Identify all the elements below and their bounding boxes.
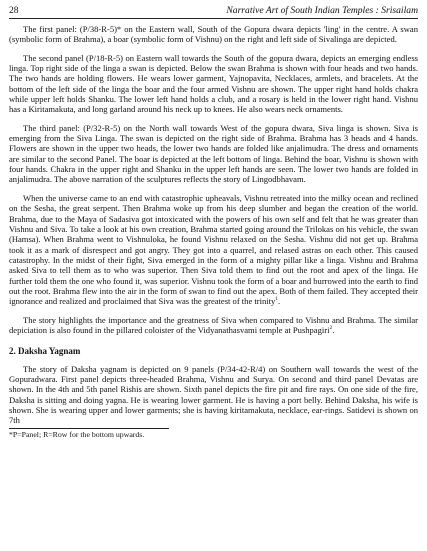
paragraph-tail: . xyxy=(332,324,335,335)
paragraph-text: The story of Daksha yagnam is depicted on 9 panels (P/34-42-R/4) on Southern wall towards the west of the Gopuradwara. First panel depicts three-headed Brahma, Vishnu and Surya. On second and third panel Devatas are shown. In the 4th and 5th panel Rishis are shown. Sixth panel depicts the fire pit and fire rays. On one side of the fire, Daksha is sitting and doing yagna. He is wearing lower garment. He is having a port belly. Behind Daksha, his wife is shown. She is wearing upper and lower garments; she is having kiritamakuta, necklace, ear-rings. Satidevi is shown on 7th xyxy=(9,363,418,426)
page-content xyxy=(9,24,418,439)
running-head: Narrative Art of South Indian Temples : Srisailam xyxy=(226,5,418,16)
paragraph-tail: . xyxy=(278,296,281,307)
page-number: 28 xyxy=(9,5,19,16)
paragraph-first-panel xyxy=(9,24,418,45)
paragraph-text: The second panel (P/18-R-5) on Eastern wall towards the South of the gopura dwara, depicts an emerging endless linga. Top right side of the linga a swan is depicted. Below the swan Brahma is shown with four heads and two hands. The two hands are holding flowers. He wears lower garment, Yajnopavita, Necklaces, armlets, and bracelets. At the bottom of the left side of the linga the boar and the four armed Vishnu are shown. The upper right hand holds chakra while upper left holds Shanku. The lower left hand holds a club, and a rosary is held in the lower right hand. Vishnu has a Kiritamakuta, and long garland around his neck up to knees. He also wears neck ornaments. xyxy=(9,52,418,115)
paragraph-lingodbhavam-story xyxy=(9,193,418,307)
footnote-ref-2: 2 xyxy=(329,325,333,332)
paragraph-second-panel xyxy=(9,53,418,115)
paragraph-text: When the universe came to an end with catastrophic upheavals, Vishnu retreated into the milky ocean and reclined on the Sesha, the great serpent. Then Brahma woke up from his deep slumber and began the creation of the world. Brahma, due to the Maya of Sadasiva got intoxicated with the powers of his own self and felt that he was greater than Vishnu and Siva. To take a look at his own creation, Brahma started going around the Trilokas on his vehicle, the swan (Hamsa). When Brahma went to Vishnuloka, he found Vishnu relaxed on the Sesha. Vishnu did not get up. Brahma took it as a mark of disrespect and got angry. They got into a quarrel, and relased astras on each other. This caused catastrophy. In the midst of their fight, Siva emerged in the form of a mighty pillar like a linga. Vishnu and Brahma asked Siva to tell them as to who was superior. Then Siva told them to find out the root and apex of the linga. He further told them the one who found it, was superior. Vishnu took the form of a boar and burrowed into the earth to find out the root. Brahma flew into the air in the form of swan to find out the apex. Both of them failed. They accepted their ignorance and realized and proclaimed that Siva was the greatest of the trinity xyxy=(9,192,418,307)
paragraph-text: The first panel: (P/38-R-5)* on the Eastern wall, South of the Gopura dwara depicts 'ling' in the centre. A swan (symbolic form of Brahma), a boar (symbolic form of Vishnu) on the right and left side of Sivalinga are depicted. xyxy=(9,24,418,45)
paragraph-third-panel xyxy=(9,123,418,185)
footnote-ref-1: 1 xyxy=(275,296,279,303)
footnote: *P=Panel; R=Row for the bottom upwards. xyxy=(9,429,145,439)
paragraph-text: The story highlights the importance and the greatness of Siva when compared to Vishnu and Brahma. The similar depiciation is also found in the pillared coloister of the Vidyanathasvami temple at Pushpagiri xyxy=(9,314,418,335)
page-header xyxy=(9,5,418,19)
paragraph-story-highlights xyxy=(9,315,418,336)
paragraph-daksha-yagnam xyxy=(9,364,418,426)
paragraph-text: The third panel: (P/32-R-5) on the North wall towards West of the gopura dwara, Siva linga is shown. Siva is emerging from the Siva Linga. The swan is depicted on the right side of Brahma. Brahma has 3 heads and 4 hands. Flowers are shown in the upper two heads, the lower two hands are folded like anjalimudra. The dress and ornaments are similar to the second Panel. The boar is depicted at the left bottom of linga. Behind the boar, Vishnu is shown with four hands. Chakra in the upper right and Shanku in the upper left hands are seen. The lower two hands are folded in anjalimudra. The above narration of the sculptures reflects the story of Lingodbhavam. xyxy=(9,122,418,185)
footnote-divider xyxy=(9,428,169,429)
section-heading-daksha-yagnam: 2. Daksha Yagnam xyxy=(9,346,81,357)
